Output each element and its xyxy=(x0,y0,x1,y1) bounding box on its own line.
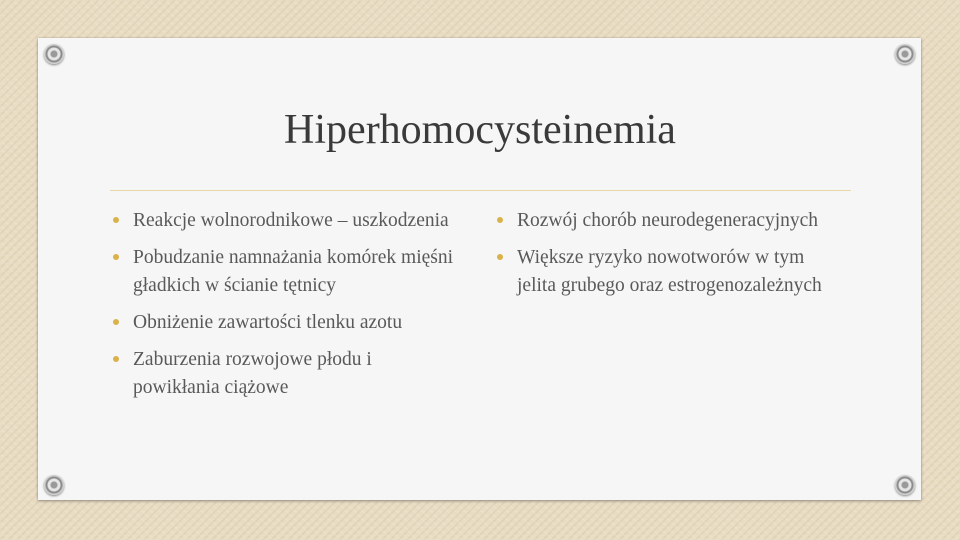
bullet-item: Pobudzanie namnażania komórek mięśni gładkich w ścianie tętnicy xyxy=(113,244,463,300)
bullet-item: Zaburzenia rozwojowe płodu i powikłania ciążowe xyxy=(113,346,463,402)
bullet-item: Rozwój chorób neurodegeneracyjnych xyxy=(497,207,827,235)
pin-bottom-right-icon xyxy=(895,475,915,495)
pin-bottom-left-icon xyxy=(44,475,64,495)
pin-top-right-icon xyxy=(895,44,915,64)
right-bullet-list xyxy=(497,207,827,309)
bullet-item: Obniżenie zawartości tlenku azotu xyxy=(113,309,463,337)
title-divider xyxy=(110,190,851,191)
bullet-item: Większe ryzyko nowotworów w tym jelita grubego oraz estrogenozależnych xyxy=(497,244,827,300)
pin-top-left-icon xyxy=(44,44,64,64)
bullet-item: Reakcje wolnorodnikowe – uszkodzenia xyxy=(113,207,463,235)
slide-title: Hiperhomocysteinemia xyxy=(284,107,676,153)
left-bullet-list xyxy=(113,207,463,411)
